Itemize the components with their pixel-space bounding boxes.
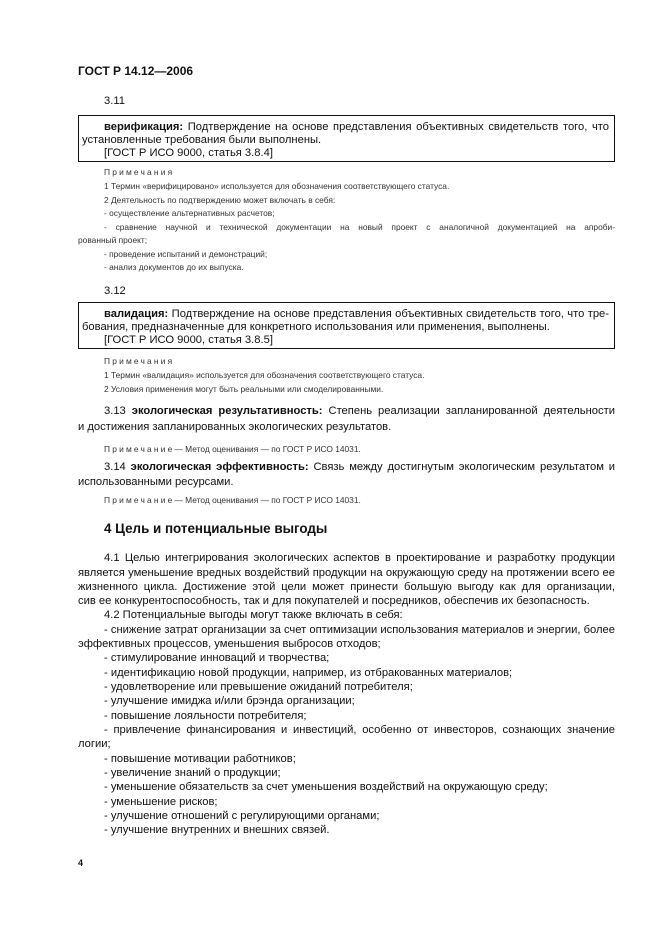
clause-number: 3.13 [104,405,126,417]
note-line: 1 Термин «верифицировано» используется для обозначения соответствующего статуса. [104,181,450,191]
section-heading: 4 Цель и потенциальные выгоды [104,521,328,536]
definition-text: Связь между достигнутым экологическим результатом и [313,461,615,473]
definition-text: Подтверждение на основе представления объективных свидетельств того, что тре- [171,308,609,320]
definition-text: Степень реализации запланированной деятельности [328,405,615,417]
note-line: 2 Условия применения могут быть реальными или смоделированными. [104,384,384,394]
term: экологическая результативность: [131,405,323,417]
paragraph-line: 4.1 Целью интегрирования экологических аспектов в проектирование и разработку продукции [104,552,615,564]
definition-line [104,120,609,134]
definition-line: установленные требования были выполнены. [82,134,322,146]
clause-line: использованными ресурсами. [78,476,234,488]
list-item: - идентификацию новой продукции, например, из отбракованных материалов; [104,667,513,679]
list-item: - увеличение знаний о продукции; [104,767,281,779]
note-line: - проведение испытаний и демонстраций; [104,249,268,259]
note-label: Примечание [104,495,175,505]
list-item: - улучшение имиджа и/или брэнда организации; [104,695,355,707]
notes-title: Примечания [104,356,175,366]
list-item: - стимулирование инноваций и творчества; [104,652,330,664]
list-item: - удовлетворение или превышение ожиданий потребителя; [104,681,413,693]
note-line: - анализ документов до их выпуска. [104,262,244,272]
definition-reference: [ГОСТ Р ИСО 9000, статья 3.8.5] [104,334,273,346]
note-line: - сравнение научной и технической документации на новый проект с аналогичной документацией на апроби- [104,222,615,232]
clause-line: и достижения запланированных экологических результатов. [78,421,392,433]
paragraph-line: 4.2 Потенциальные выгоды могут также включать в себя: [104,609,403,621]
term: верификация: [104,121,184,133]
note-text: — Метод оценивания — по ГОСТ Р ИСО 14031. [174,495,361,505]
list-item: - уменьшение рисков; [104,796,218,808]
term: экологическая эффективность: [130,461,309,473]
note [104,443,615,455]
note [104,494,615,506]
note-text: — Метод оценивания — по ГОСТ Р ИСО 14031. [174,444,361,454]
paragraph-line: является уменьшение вредных воздействий продукции на окружающую среду на протяжении всего ее [78,567,615,579]
note-line: 2 Деятельность по подтверждению может включать в себя: [104,195,336,205]
definition-reference: [ГОСТ Р ИСО 9000, статья 3.8.4] [104,147,273,159]
document-header: ГОСТ Р 14.12—2006 [78,64,194,78]
definition-line: бования, предназначенные для конкретного использования или применения, выполнены. [82,321,550,333]
clause-number: 3.12 [104,285,126,297]
note-line: - осуществление альтернативных расчетов; [104,208,275,218]
list-item: логии; [78,738,111,750]
clause-line [104,404,615,418]
note-line: рованный проект; [78,235,148,245]
clause-number: 3.11 [104,95,125,107]
list-item: - привлечение финансирования и инвестиций, особенно от инвесторов, сознающих значение [104,724,615,736]
note-label: Примечание [104,444,175,454]
list-item: - повышение лояльности потребителя; [104,710,307,722]
term: валидация: [104,308,169,320]
clause-number: 3.14 [104,461,126,473]
notes-title: Примечания [104,167,175,177]
definition-text: Подтверждение на основе представления объективных свидетельств того, что [187,121,609,133]
paragraph-line: жизненного цикла. Достижение этой цели может принести большую выгоду как для организации, [78,581,615,593]
list-item: - снижение затрат организации за счет оптимизации использования материалов и энергии, более [104,624,615,636]
list-item: - улучшение отношений с регулирующими органами; [104,810,380,822]
list-item: - уменьшение обязательств за счет уменьшения воздействий на окружающую среду; [104,781,548,793]
paragraph-line: сив ее конкурентоспособность, так и для покупателей и посредников, обеспечив их безопасность. [78,595,590,607]
clause-line [104,460,615,474]
list-item: - улучшение внутренних и внешних связей. [104,824,330,836]
list-item: - повышение мотивации работников; [104,753,296,765]
page-number: 4 [78,858,84,868]
definition-line [104,307,609,321]
list-item: эффективных процессов, уменьшения выбросов отходов; [78,638,381,650]
note-line: 1 Термин «валидация» используется для обозначения соответствующего статуса. [104,370,425,380]
